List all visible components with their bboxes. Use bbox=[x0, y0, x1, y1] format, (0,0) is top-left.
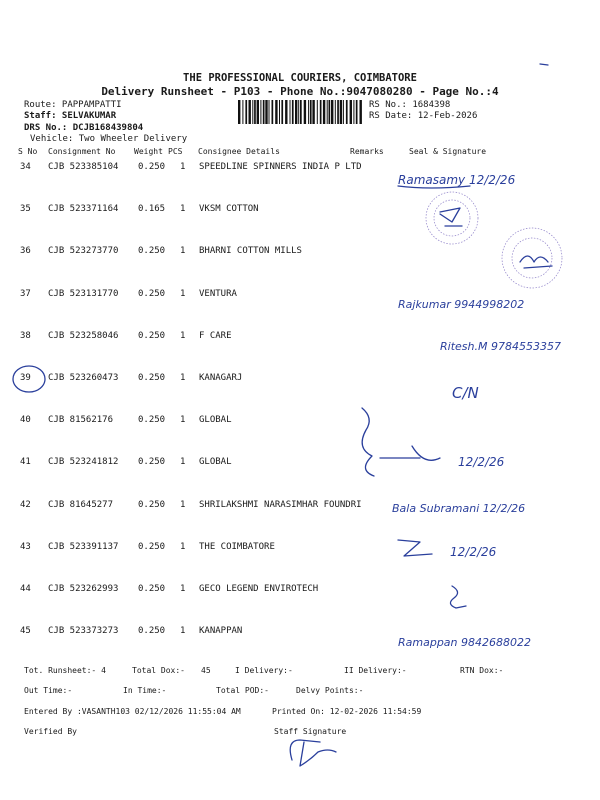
table-row bbox=[0, 415, 600, 429]
row-sno: 35 bbox=[20, 204, 31, 214]
col-consignment: Consignment No bbox=[48, 147, 116, 156]
table-row bbox=[0, 626, 600, 640]
table-row bbox=[0, 457, 600, 471]
signature-stroke bbox=[398, 186, 470, 188]
signature-row38: Ritesh.M 9784553357 bbox=[440, 340, 561, 353]
barcode-bar bbox=[281, 100, 283, 124]
row-sno: 34 bbox=[20, 162, 31, 172]
signature-row37: Rajkumar 9944998202 bbox=[398, 298, 525, 311]
staff-signature-label: Staff Signature bbox=[274, 727, 347, 736]
barcode-bar bbox=[327, 100, 328, 124]
row-pcs: 1 bbox=[180, 289, 186, 299]
row-pcs: 1 bbox=[180, 457, 186, 467]
barcode-bar bbox=[249, 100, 251, 124]
table-row bbox=[0, 204, 600, 218]
signature-row43: 12/2/26 bbox=[450, 545, 497, 559]
barcode-bar bbox=[260, 100, 261, 124]
signature-row45: Ramappan 9842688022 bbox=[398, 636, 531, 649]
verified-by: Verified By bbox=[24, 727, 77, 736]
row-consignment: CJB 523371164 bbox=[48, 204, 119, 214]
barcode-bar bbox=[335, 100, 336, 124]
out-time: Out Time:- bbox=[24, 686, 73, 695]
table-row bbox=[0, 246, 600, 260]
total-dox-value: 45 bbox=[201, 666, 211, 675]
row-consignment: CJB 523258046 bbox=[48, 331, 119, 341]
barcode-bar bbox=[312, 100, 314, 124]
barcode-bar bbox=[350, 100, 352, 124]
seal-stamp bbox=[426, 192, 478, 244]
row-sno: 37 bbox=[20, 289, 31, 299]
in-time: In Time:- bbox=[123, 686, 167, 695]
row-weight: 0.250 bbox=[138, 331, 166, 341]
row-weight: 0.250 bbox=[138, 584, 166, 594]
runsheet-title: Delivery Runsheet - P103 - Phone No.:9047080280 - Page No.:4 bbox=[101, 85, 499, 98]
row-weight: 0.250 bbox=[138, 626, 166, 636]
barcode-bar bbox=[304, 100, 306, 124]
printed-on: Printed On: 12-02-2026 11:54:59 bbox=[272, 707, 422, 716]
row-sno: 38 bbox=[20, 331, 31, 341]
staff-label: Staff: SELVAKUMAR bbox=[24, 111, 117, 121]
col-weight: Weight bbox=[134, 147, 163, 156]
row-consignment: CJB 523385104 bbox=[48, 162, 119, 172]
barcode-bar bbox=[320, 100, 322, 124]
row-pcs: 1 bbox=[180, 162, 186, 172]
barcode-bar bbox=[272, 100, 274, 124]
table-row bbox=[0, 500, 600, 514]
row-consignment: CJB 81562176 bbox=[48, 415, 114, 425]
row-consignee: VENTURA bbox=[199, 289, 237, 299]
row-weight: 0.250 bbox=[138, 457, 166, 467]
barcode bbox=[238, 100, 364, 124]
row-consignee: SHRILAKSHMI NARASIMHAR FOUNDRI bbox=[199, 500, 362, 510]
row-pcs: 1 bbox=[180, 204, 186, 214]
barcode-bar bbox=[285, 100, 287, 124]
table-row bbox=[0, 162, 600, 176]
barcode-bar bbox=[254, 100, 256, 124]
tot-runsheet: Tot. Runsheet:- 4 bbox=[24, 666, 106, 675]
row-sno: 41 bbox=[20, 457, 31, 467]
drs-number: DRS No.: DCJB168439804 bbox=[24, 123, 144, 133]
row-consignment: CJB 81645277 bbox=[48, 500, 114, 510]
i-delivery: I Delivery:- bbox=[235, 666, 293, 675]
row-pcs: 1 bbox=[180, 246, 186, 256]
row-consignee: KANAGARJ bbox=[199, 373, 243, 383]
barcode-bar bbox=[275, 100, 277, 124]
row-consignee: F CARE bbox=[199, 331, 232, 341]
barcode-bar bbox=[269, 100, 270, 124]
row-consignment: CJB 523373273 bbox=[48, 626, 119, 636]
barcode-bar bbox=[242, 100, 243, 124]
barcode-bar bbox=[263, 100, 265, 124]
row-weight: 0.250 bbox=[138, 289, 166, 299]
signature-row41: 12/2/26 bbox=[458, 455, 505, 469]
entered-by: Entered By :VASANTH103 02/12/2026 11:55:04 AM bbox=[24, 707, 241, 716]
col-seal: Seal & Signature bbox=[409, 147, 487, 156]
table-row bbox=[0, 584, 600, 598]
table-row bbox=[0, 289, 600, 303]
signature-row42: Bala Subramani 12/2/26 bbox=[392, 502, 526, 515]
barcode-bar bbox=[279, 100, 280, 124]
row-pcs: 1 bbox=[180, 542, 186, 552]
company-title: THE PROFESSIONAL COURIERS, COIMBATORE bbox=[183, 72, 417, 84]
row-consignment: CJB 523131770 bbox=[48, 289, 119, 299]
col-details: Consignee Details bbox=[198, 147, 280, 156]
total-pod: Total POD:- bbox=[216, 686, 269, 695]
rs-date: RS Date: 12-Feb-2026 bbox=[369, 111, 478, 121]
staff-signature bbox=[290, 740, 336, 766]
barcode-bar bbox=[317, 100, 318, 124]
row-sno: 39 bbox=[20, 373, 31, 383]
row-consignee: KANAPPAN bbox=[199, 626, 243, 636]
barcode-bar bbox=[300, 100, 302, 124]
rs-number: RS No.: 1684398 bbox=[369, 100, 451, 110]
barcode-bar bbox=[353, 100, 354, 124]
row-weight: 0.250 bbox=[138, 162, 166, 172]
col-pcs: PCS bbox=[168, 147, 183, 156]
row-weight: 0.250 bbox=[138, 500, 166, 510]
row-consignee: BHARNI COTTON MILLS bbox=[199, 246, 302, 256]
barcode-bar bbox=[343, 100, 344, 124]
barcode-bar bbox=[265, 100, 267, 124]
row-sno: 45 bbox=[20, 626, 31, 636]
row-consignee: GLOBAL bbox=[199, 457, 232, 467]
signature-ramasamy: Ramasamy 12/2/26 bbox=[398, 173, 516, 187]
barcode-bar bbox=[292, 100, 294, 124]
barcode-bar bbox=[310, 100, 312, 124]
barcode-bar bbox=[257, 100, 259, 124]
vehicle-label: Vehicle: Two Wheeler Delivery bbox=[30, 134, 188, 144]
barcode-bar bbox=[290, 100, 291, 124]
row-consignment: CJB 523241812 bbox=[48, 457, 119, 467]
barcode-bar bbox=[337, 100, 339, 124]
row-sno: 42 bbox=[20, 500, 31, 510]
delvy-points: Delvy Points:- bbox=[296, 686, 364, 695]
col-sno: S No bbox=[18, 147, 38, 156]
total-dox-label: Total Dox:- bbox=[132, 666, 185, 675]
row-sno: 40 bbox=[20, 415, 31, 425]
col-remarks: Remarks bbox=[350, 147, 384, 156]
row-weight: 0.165 bbox=[138, 204, 166, 214]
table-row bbox=[0, 373, 600, 387]
row-consignment: CJB 523391137 bbox=[48, 542, 119, 552]
barcode-bar bbox=[346, 100, 348, 124]
barcode-bar bbox=[298, 100, 299, 124]
row-consignment: CJB 523260473 bbox=[48, 373, 119, 383]
row-pcs: 1 bbox=[180, 373, 186, 383]
barcode-bar bbox=[331, 100, 333, 124]
barcode-bar bbox=[252, 100, 253, 124]
row-pcs: 1 bbox=[180, 626, 186, 636]
ii-delivery: II Delivery:- bbox=[344, 666, 407, 675]
row-consignment: CJB 523262993 bbox=[48, 584, 119, 594]
row-consignee: GLOBAL bbox=[199, 415, 232, 425]
row-consignee: GECO LEGEND ENVIROTECH bbox=[199, 584, 319, 594]
row-weight: 0.250 bbox=[138, 415, 166, 425]
row-sno: 44 bbox=[20, 584, 31, 594]
barcode-bar bbox=[356, 100, 358, 124]
table-row bbox=[0, 542, 600, 556]
row-weight: 0.250 bbox=[138, 246, 166, 256]
row-weight: 0.250 bbox=[138, 373, 166, 383]
barcode-bar bbox=[360, 100, 362, 124]
barcode-bar bbox=[329, 100, 331, 124]
row-sno: 36 bbox=[20, 246, 31, 256]
barcode-bar bbox=[295, 100, 297, 124]
row-consignee: THE COIMBATORE bbox=[199, 542, 275, 552]
rtn-dox: RTN Dox:- bbox=[460, 666, 504, 675]
row-pcs: 1 bbox=[180, 584, 186, 594]
barcode-bar bbox=[340, 100, 342, 124]
row-weight: 0.250 bbox=[138, 542, 166, 552]
table-row bbox=[0, 331, 600, 345]
row-consignee: SPEEDLINE SPINNERS INDIA P LTD bbox=[199, 162, 362, 172]
barcode-bar bbox=[238, 100, 240, 124]
row-sno: 43 bbox=[20, 542, 31, 552]
stray-mark bbox=[540, 64, 548, 65]
barcode-bar bbox=[323, 100, 325, 124]
row-pcs: 1 bbox=[180, 331, 186, 341]
row-consignment: CJB 523273770 bbox=[48, 246, 119, 256]
cn-mark: C/N bbox=[452, 384, 479, 402]
row-pcs: 1 bbox=[180, 500, 186, 510]
barcode-bar bbox=[245, 100, 247, 124]
barcode-bar bbox=[308, 100, 309, 124]
row-pcs: 1 bbox=[180, 415, 186, 425]
route-label: Route: PAPPAMPATTI bbox=[24, 100, 122, 110]
row-consignee: VKSM COTTON bbox=[199, 204, 259, 214]
